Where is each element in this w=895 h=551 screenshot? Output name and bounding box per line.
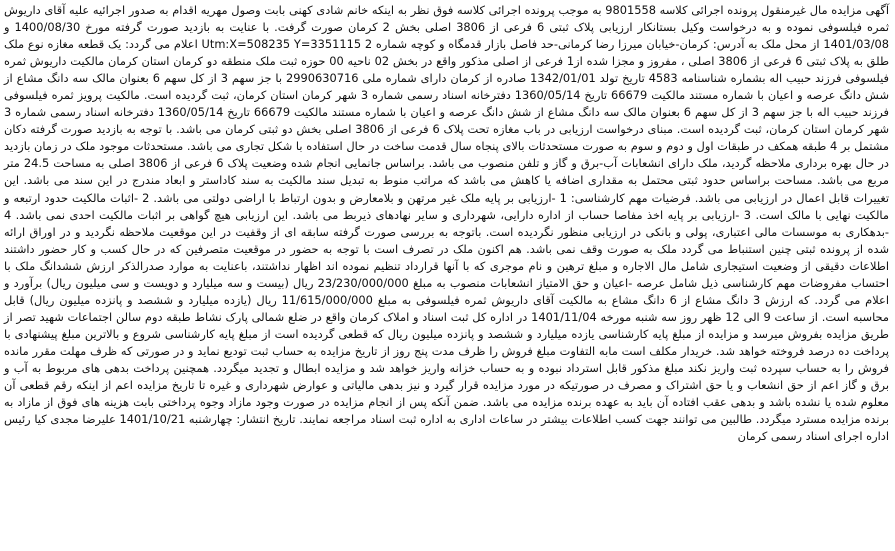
auction-notice-text: آگهی مزایده مال غیرمنقول پرونده اجرائی کلاسه 9801558 به موجب پرونده اجرائی کلاسه فوق نظر به اینکه خانم شادی کهنی بابت وصول مهریه اقدام به صدور اجرائیه علیه آقای داریوش ثمره فیلسوفی نموده و به درخواست وکیل بستانکار ارزیابی پلاک ثبتی 6 فرعی از 3806 اصلی بخش 2 کرمان صورت گرفت. با عنایت به بازدید صورت گرفته مورخ 1400/08/30 و 1401/03/08 از محل ملک به آدرس: کرمان-خیابان میرزا رضا کرمانی-حد فاصل بازار قدمگاه و کوچه شماره 2 Utm:X=508235 Y=3351115 اعلام می گردد: یک قطعه مغازه نوع ملک طلق به پلاک ثبتی 6 فرعی از 3806 اصلی ، مفروز و مجزا شده از1 فرعی از اصلی مذکور واقع در بخش 02 ناحیه 00 حوزه ثبت ملک منطقه دو کرمان استان کرمان مالکیت داریوش ثمره فیلسوفی فرزند حبیب اله بشماره شناسنامه 4583 تاریخ تولد 1342/01/01 صادره از کرمان دارای شماره ملی 2990630716 با جز سهم 3 از کل سهم 6 بعنوان مالک سه دانگ مشاع از شش دانگ عرصه و اعیان با شماره مستند مالکیت 66679 تاریخ 1360/05/14 دفترخانه اسناد رسمی شماره 3 شهر کرمان استان کرمان، ثبت گردیده است. مالکیت پرویز ثمره فیلسوفی فرزند حبیب اله با جز سهم 3 از کل سهم 6 بعنوان مالک سه دانگ مشاع از شش دانگ عرصه و اعیان با شماره مستند مالکیت 66679 تاریخ 1360/05/14 دفترخانه اسناد رسمی شماره 3 شهر کرمان استان کرمان، ثبت گردیده است. مبنای درخواست ارزیابی در باب مغازه تحت پلاک 6 فرعی از 3806 اصلی بخش دو ثبتی کرمان می باشد. با توجه به بازدید صورت گرفته دکان مشتمل بر 4 طبقه همکف در طبقات اول و دوم و سوم به صورت مستحدثات بالای پنجاه سال قدمت ساخت در حال استفاده با شکل تجاری می باشد. مستحدثات موجود ملک در زمان بازدید در حال بهره برداری ملاحظه گردید، ملک دارای انشعابات آب-برق و گاز و تلفن منصوب می باشد. براساس جانمایی انجام شده وضعیت پلاک 6 فرعی از 3806 اصلی به مساحت 24.5 متر مربع می باشد. مساحت براساس حدود ثبتی محتمل به مقداری اضافه یا کاهش می باشد که مراتب منوط به تبدیل سند مالکیت به سند کاداستر و ابعاد مندرج در این سند می باشد. این تغییرات قابل اعمال در ارزیابی می باشد. فرضیات مهم کارشناسی: 1 -ارزیابی بر پایه ملک غیر مرتهن و بلامعارض و بدون ارتباط با اراضی دولتی می باشد. 2 -اثبات مالکیت حدود ارتبعه و مالکیت نهایی با مالک است. 3 -ارزیابی بر پایه اخذ مفاصا حساب از اداره دارایی، شهرداری و سایر نهادهای ذیربط می باشد. این ارزیابی هیچ گواهی بر اثبات مالکیت احدی نمی باشد. 4 -بدهکاری به موسسات مالی اعتباری، پولی و بانکی در ارزیابی منظور نگردیده است. باتوجه به بررسی صورت گرفته سابقه ای از وقفیت در این موقعیت ملاحظه نگردید و در اوراق ارائه شده از پرونده ثبتی چنین استنباط می گردد ملک به صورت وقف نمی باشد. هم اکنون ملک در تصرف است با توجه به حضور در موقعیت متصرفین که در حال کسب و کار حضور داشتند اطلاعات دقیقی از وضعیت استیجاری شامل مال الاجاره و مبلغ ترهین و نام موجری که با آنها قرارداد تنظیم نموده اند اظهار نداشتند، باعنایت به موارد صدرالذکر ارزش ششدانگ ملک با احتساب مفروضات مهم کارشناسی ذیل شامل عرصه -اعیان و حق الامتیاز انشعابات منصوب به مبلغ 23/230/000/000 ریال (بیست و سه میلیارد و دویست و سی میلیون ریال) برآورد و اعلام می گردد. که ارزش 3 دانگ مشاع از 6 دانگ مشاع به مالکیت آقای داریوش ثمره فیلسوفی به مبلغ 11/615/000/000 ریال (یازده میلیارد و ششصد و پانزده میلیون ریال) قابل محاسبه است. از ساعت 9 الی 12 ظهر روز سه شنبه مورخه 1401/11/04 در اداره کل ثبت اسناد و املاک کرمان واقع در ضلع شمالی پارک نشاط طبقه دوم سالن اجتماعات شهید تصر از طریق مزایده بفروش میرسد و مزایده از مبلغ پایه کارشناسی یازده میلیارد و ششصد و پانزده میلیون ریال که قطعی گردیده است از مبلغ پایه کارشناسی شروع و بالاترین مبلغ پیشنهادی با پرداخت ده درصد فروخته خواهد شد. خریدار مکلف است مابه التفاوت مبلغ فروش را ظرف مدت پنج روز از تاریخ مزایده به حساب ثبت تودیع نماید و در صورتی که ظرف مهلت مقرر مانده فروش را به حساب سپرده ثبت واریز نکند مبلغ مذکور قابل استرداد نبوده و به حساب خزانه واریز خواهد شد و مزایده ابطال و تجدید میگردد. همچنین پرداخت بدهی های مربوط به آب و برق و گاز اعم از حق انشعاب و یا حق اشتراک و مصرف در صورتیکه در مورد مزایده قرار گیرد و نیز بدهی مالیاتی و عوارض شهرداری و غیره تا تاریخ مزایده اعم از اینکه رقم قطعی آن معلوم شده یا نشده باشد و بدهی عقب افتاده آن باید به عهده برنده مزایده می باشد. ضمن آنکه پس از انجام مزایده در صورت وجود مازاد وجوه پرداختی بابت هزینه های فوق از مازاد به برنده مزایده مسترد میگردد. طالبین می توانند جهت کسب اطلاعات بیشتر در ساعات اداری به اداره ثبت اسناد مراجعه نمایند. تاریخ انتشار: چهارشنبه 1401/10/21 علیرضا مجدی کیا رئیس اداره اجرای اسناد رسمی کرمان — [4, 3, 890, 444]
